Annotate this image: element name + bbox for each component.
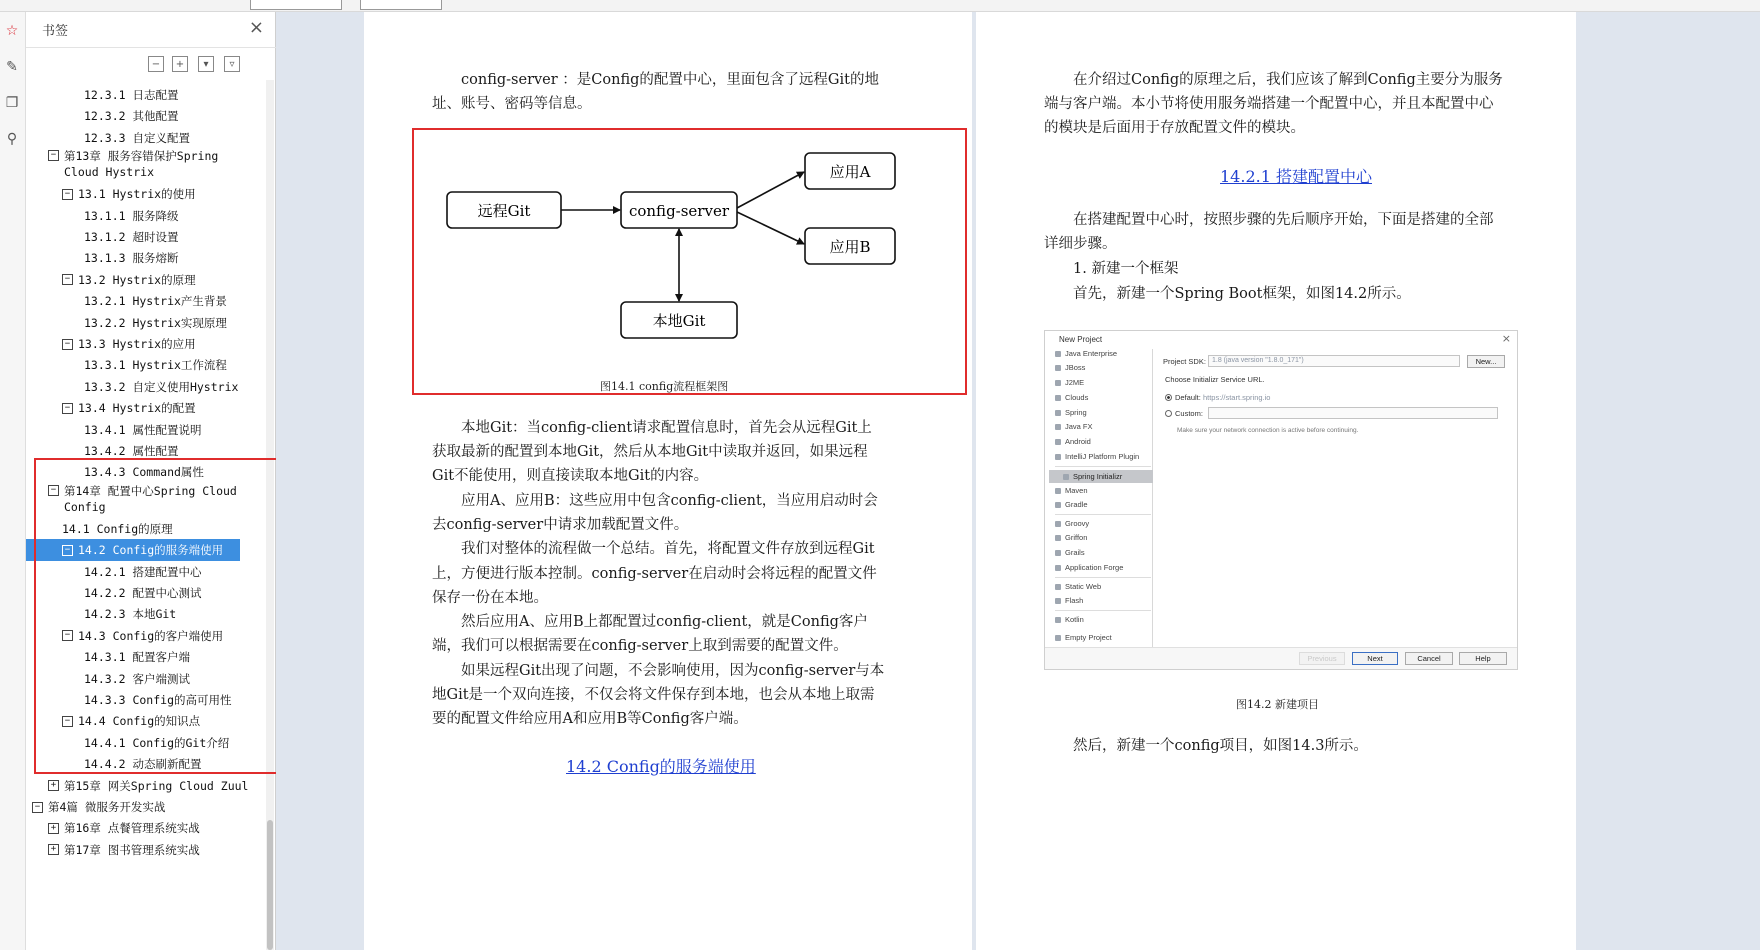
zoom-input[interactable] bbox=[250, 0, 342, 10]
bookmark-item[interactable] bbox=[84, 205, 240, 227]
bookmark-item[interactable] bbox=[48, 817, 240, 839]
bookmark-tree bbox=[26, 80, 268, 950]
bookmark-label: 14.3 Config的客户端使用 bbox=[78, 628, 224, 643]
close-icon[interactable]: × bbox=[248, 17, 264, 38]
svg-text:远程Git: 远程Git bbox=[477, 202, 531, 220]
figure-14-2-caption: 图14.2 新建项目 bbox=[1236, 698, 1319, 711]
bookmark-label: 12.3.2 其他配置 bbox=[84, 109, 179, 124]
list-item: Maven bbox=[1055, 486, 1088, 495]
bookmark-item[interactable] bbox=[62, 625, 240, 647]
bookmark-label: 14.2.2 配置中心测试 bbox=[84, 586, 202, 600]
list-item-selected: Spring Initializr bbox=[1049, 470, 1153, 483]
collapse-icon[interactable]: − bbox=[62, 545, 73, 556]
left-icon-bar bbox=[0, 12, 26, 950]
collapse-icon[interactable]: − bbox=[62, 339, 73, 350]
bookmark-item[interactable] bbox=[62, 269, 240, 291]
bookmark-label: 13.4 Hystrix的配置 bbox=[78, 401, 196, 416]
bookmark-label: 14.4.1 Config的Git介绍 bbox=[84, 735, 230, 750]
list-item: JBoss bbox=[1055, 363, 1085, 372]
bookmark-item[interactable] bbox=[62, 183, 240, 205]
bookmark-tools bbox=[26, 50, 276, 80]
list-separator bbox=[1055, 466, 1151, 467]
bookmark-label: 13.1.2 超时设置 bbox=[84, 230, 179, 244]
page1-body-line-2: 获取最新的配置到本地Git，然后从本地Git中读取并返回，如果远程 bbox=[432, 444, 868, 460]
bookmark-item[interactable] bbox=[48, 483, 240, 517]
document-page-left bbox=[364, 12, 972, 950]
page2-final-text: 然后，新建一个config项目，如图14.3所示。 bbox=[1073, 738, 1368, 754]
bookmark-item[interactable] bbox=[84, 127, 240, 149]
list-item: Application Forge bbox=[1055, 563, 1123, 572]
list-item: Kotlin bbox=[1055, 615, 1084, 624]
svg-text:应用B: 应用B bbox=[829, 238, 871, 256]
bookmark-label: 13.4.3 Command属性 bbox=[84, 465, 204, 480]
bookmark-item[interactable] bbox=[84, 732, 240, 754]
bookmark-label: 13.3.2 自定义使用Hystrix bbox=[84, 379, 239, 394]
bookmark-label: 14.1 Config的原理 bbox=[62, 521, 173, 536]
collapse-icon[interactable]: − bbox=[62, 274, 73, 285]
bookmark-item[interactable] bbox=[62, 710, 240, 732]
expand-all-icon[interactable]: + bbox=[172, 56, 188, 72]
bookmark-item[interactable] bbox=[84, 582, 240, 604]
page1-body-line-7: 上，方便进行版本控制。config-server在启动时会将远程的配置文件 bbox=[432, 566, 877, 582]
bookmark-label: 14.4.2 动态刷新配置 bbox=[84, 757, 202, 772]
page2-steps-line-1: 在搭建配置中心时，按照步骤的先后顺序开始，下面是搭建的全部 bbox=[1073, 212, 1494, 228]
collapse-icon[interactable]: − bbox=[48, 485, 59, 496]
bookmark-item[interactable] bbox=[32, 796, 240, 818]
expand-icon[interactable]: + bbox=[48, 844, 59, 855]
collapse-icon[interactable]: − bbox=[62, 189, 73, 200]
collapse-icon[interactable]: − bbox=[62, 403, 73, 414]
bookmark-item[interactable] bbox=[84, 354, 240, 376]
bookmark-item[interactable] bbox=[84, 84, 240, 106]
page1-body-line-5: 去config-server中请求加载配置文件。 bbox=[432, 517, 689, 533]
bookmark-label: 第16章 点餐管理系统实战 bbox=[64, 821, 200, 836]
page2-intro-line-2: 端与客户端。本小节将使用服务端搭建一个配置中心，并且本配置中心 bbox=[1044, 96, 1494, 112]
bookmark-label: 14.2.3 本地Git bbox=[84, 607, 177, 622]
list-item: Spring bbox=[1055, 408, 1087, 417]
sdk-label: Project SDK: bbox=[1163, 357, 1206, 366]
page1-body-line-1: 本地Git：当config-client请求配置信息时，首先会从远程Git上 bbox=[461, 420, 872, 436]
bookmark-label: 13.3 Hystrix的应用 bbox=[78, 337, 196, 351]
bookmark-options-icon[interactable]: ▿ bbox=[224, 56, 240, 72]
previous-button: Previous bbox=[1299, 652, 1345, 665]
bookmark-label: 12.3.1 日志配置 bbox=[84, 88, 179, 102]
bookmark-item[interactable] bbox=[62, 333, 240, 355]
list-item: Flash bbox=[1055, 596, 1083, 605]
bookmark-label: 14.3.1 配置客户端 bbox=[84, 650, 190, 665]
collapse-all-icon[interactable]: − bbox=[148, 56, 164, 72]
cancel-button: Cancel bbox=[1405, 652, 1453, 665]
bookmark-label: 12.3.3 自定义配置 bbox=[84, 130, 190, 145]
collapse-icon[interactable]: − bbox=[48, 150, 59, 161]
page1-body-line-11: 如果远程Git出现了问题，不会影响使用，因为config-server与本 bbox=[461, 663, 885, 679]
bookmark-icon[interactable]: ☆ bbox=[5, 23, 19, 39]
section-link-14-2-1[interactable]: 14.2.1 搭建配置中心 bbox=[1220, 167, 1372, 186]
bookmark-label: 14.2 Config的服务端使用 bbox=[78, 543, 224, 558]
page1-body-line-9: 然后应用A、应用B上都配置过config-client，就是Config客户 bbox=[461, 614, 868, 630]
page-number-input[interactable] bbox=[360, 0, 442, 10]
bookmark-item-selected[interactable] bbox=[26, 539, 240, 561]
bookmark-label: 13.4.1 属性配置说明 bbox=[84, 422, 202, 437]
bookmark-item[interactable] bbox=[84, 419, 240, 441]
help-button: Help bbox=[1459, 652, 1507, 665]
bookmark-label: 13.2.2 Hystrix实现原理 bbox=[84, 315, 227, 330]
bookmark-label: 13.4.2 属性配置 bbox=[84, 444, 179, 458]
figure-highlight-box bbox=[412, 128, 967, 395]
page2-steps-line-2: 详细步骤。 bbox=[1044, 236, 1117, 252]
new-project-dialog-image bbox=[1044, 330, 1518, 670]
collapse-icon[interactable]: − bbox=[62, 716, 73, 727]
custom-url-option: Custom: bbox=[1165, 409, 1203, 418]
page1-body-line-10: 端，我们可以根据需要在config-server上取到需要的配置文件。 bbox=[432, 638, 848, 654]
bookmark-panel bbox=[26, 12, 276, 950]
list-separator bbox=[1055, 610, 1151, 611]
top-toolbar bbox=[0, 0, 1760, 12]
sdk-select: 1.8 (java version "1.8.0_171") bbox=[1208, 355, 1460, 367]
collapse-icon[interactable]: − bbox=[62, 630, 73, 641]
page1-intro-line-2: 址、账号、密码等信息。 bbox=[432, 96, 592, 112]
step1-heading: 1. 新建一个框架 bbox=[1073, 261, 1179, 277]
bookmark-label: 13.3.1 Hystrix工作流程 bbox=[84, 358, 227, 373]
bookmark-label: 13.2.1 Hystrix产生背景 bbox=[84, 294, 227, 309]
page2-intro-line-1: 在介绍过Config的原理之后，我们应该了解到Config主要分为服务 bbox=[1073, 72, 1503, 88]
list-item: Clouds bbox=[1055, 393, 1088, 402]
network-hint: Make sure your network connection is active before continuing. bbox=[1177, 427, 1359, 434]
page1-intro-line-1: config-server ：是Config的配置中心，里面包含了远程Git的地 bbox=[461, 72, 879, 88]
dialog-footer bbox=[1045, 647, 1517, 669]
bookmark-item[interactable] bbox=[84, 105, 240, 127]
bookmark-item[interactable] bbox=[84, 376, 240, 398]
page1-body-line-3: Git不能使用，则直接读取本地Git的内容。 bbox=[432, 468, 709, 484]
expand-icon[interactable]: + bbox=[48, 823, 59, 834]
bookmark-label: 13.2 Hystrix的原理 bbox=[78, 272, 196, 287]
dialog-close-icon: × bbox=[1501, 332, 1511, 345]
bookmark-item[interactable] bbox=[84, 440, 240, 462]
list-separator bbox=[1055, 577, 1151, 578]
step1-text: 首先，新建一个Spring Boot框架，如图14.2所示。 bbox=[1073, 286, 1411, 302]
list-item: Griffon bbox=[1055, 533, 1087, 542]
list-item: Gradle bbox=[1055, 500, 1088, 509]
choose-url-label: Choose Initializr Service URL. bbox=[1165, 375, 1265, 384]
bookmark-label: 13.1.3 服务熔断 bbox=[84, 251, 179, 266]
list-item: Android bbox=[1055, 437, 1091, 446]
expand-icon[interactable]: + bbox=[48, 780, 59, 791]
custom-url-field bbox=[1208, 407, 1498, 419]
bookmark-item[interactable] bbox=[84, 226, 240, 248]
svg-text:本地Git: 本地Git bbox=[652, 312, 706, 330]
document-viewer bbox=[276, 12, 1760, 950]
list-item: Grails bbox=[1055, 548, 1085, 557]
bookmark-item[interactable] bbox=[84, 646, 240, 668]
bookmark-item[interactable] bbox=[48, 148, 240, 182]
bookmark-label: 14.4 Config的知识点 bbox=[78, 714, 201, 729]
bookmark-item[interactable] bbox=[84, 603, 240, 625]
annotation-icon[interactable]: ✎ bbox=[6, 59, 18, 75]
bookmark-label: 14.2.1 搭建配置中心 bbox=[84, 564, 202, 579]
page1-body-line-8: 保存一份在本地。 bbox=[432, 590, 548, 606]
bookmark-label: 第4篇 微服务开发实战 bbox=[48, 800, 166, 814]
project-type-list bbox=[1049, 349, 1153, 647]
bookmark-label: 第15章 网关Spring Cloud Zuul bbox=[64, 778, 249, 793]
default-radio bbox=[1165, 394, 1172, 401]
bookmark-label: 14.3.2 客户端测试 bbox=[84, 671, 190, 686]
bookmark-item[interactable] bbox=[62, 518, 240, 540]
bookmark-item[interactable] bbox=[84, 668, 240, 690]
bookmark-item[interactable] bbox=[84, 461, 240, 483]
list-item: Empty Project bbox=[1055, 633, 1112, 642]
bookmark-label: 第17章 图书管理系统实战 bbox=[64, 842, 200, 857]
list-item: Static Web bbox=[1055, 582, 1101, 591]
list-item: IntelliJ Platform Plugin bbox=[1055, 452, 1139, 461]
section-link-14-2[interactable]: 14.2 Config的服务端使用 bbox=[566, 757, 756, 776]
add-bookmark-icon[interactable]: ▾ bbox=[198, 56, 214, 72]
page1-body-line-13: 要的配置文件给应用A和应用B等Config客户端。 bbox=[432, 711, 748, 727]
bookmark-panel-title: 书签 bbox=[42, 24, 69, 39]
bookmark-item[interactable] bbox=[48, 839, 240, 861]
bookmark-label: 第13章 服务容错保护Spring Cloud Hystrix bbox=[64, 149, 219, 180]
bookmark-panel-header bbox=[26, 12, 276, 48]
sdk-new-button: New... bbox=[1467, 355, 1505, 368]
bookmark-label: 14.3.3 Config的高可用性 bbox=[84, 693, 232, 707]
bookmark-item[interactable] bbox=[84, 689, 240, 711]
page1-body-line-12: 地Git是一个双向连接，不仅会将文件保存到本地，也会从本地上取需 bbox=[432, 687, 875, 703]
bookmark-label: 13.1.1 服务降级 bbox=[84, 208, 179, 223]
custom-radio bbox=[1165, 410, 1172, 417]
new-project-title: New Project bbox=[1059, 335, 1103, 344]
search-icon[interactable]: ⚲ bbox=[6, 131, 18, 147]
list-separator bbox=[1055, 514, 1151, 515]
bookmark-item[interactable] bbox=[48, 775, 249, 797]
svg-text:config-server: config-server bbox=[628, 202, 730, 220]
collapse-icon[interactable]: − bbox=[32, 802, 43, 813]
bookmark-item[interactable] bbox=[84, 247, 240, 269]
bookmark-item[interactable] bbox=[84, 561, 240, 583]
list-item: J2ME bbox=[1055, 378, 1084, 387]
bookmark-item[interactable] bbox=[84, 290, 240, 312]
bookmark-label: 13.1 Hystrix的使用 bbox=[78, 187, 196, 202]
default-url-option: Default: https://start.spring.io bbox=[1165, 393, 1270, 402]
document-page-right bbox=[976, 12, 1576, 950]
svg-text:应用A: 应用A bbox=[829, 163, 871, 181]
page2-intro-line-3: 的模块是后面用于存放配置文件的模块。 bbox=[1044, 120, 1305, 136]
list-item: Java Enterprise bbox=[1055, 349, 1117, 358]
bookmark-item[interactable] bbox=[84, 312, 240, 334]
page1-body-line-4: 应用A、应用B：这些应用中包含config-client，当应用启动时会 bbox=[461, 493, 878, 509]
list-item: Groovy bbox=[1055, 519, 1089, 528]
page1-body-line-6: 我们对整体的流程做一个总结。首先，将配置文件存放到远程Git bbox=[461, 541, 875, 557]
bookmark-label: 第14章 配置中心Spring Cloud Config bbox=[64, 483, 237, 514]
figure-14-1-caption: 图14.1 config流程框架图 bbox=[600, 380, 729, 393]
bookmark-scrollbar[interactable] bbox=[266, 80, 274, 950]
next-button: Next bbox=[1352, 652, 1398, 665]
scrollbar-thumb[interactable] bbox=[267, 820, 273, 950]
pages-icon[interactable]: ❐ bbox=[5, 95, 19, 111]
bookmark-item[interactable] bbox=[84, 753, 240, 775]
bookmark-item[interactable] bbox=[62, 397, 240, 419]
list-item: Java FX bbox=[1055, 422, 1093, 431]
